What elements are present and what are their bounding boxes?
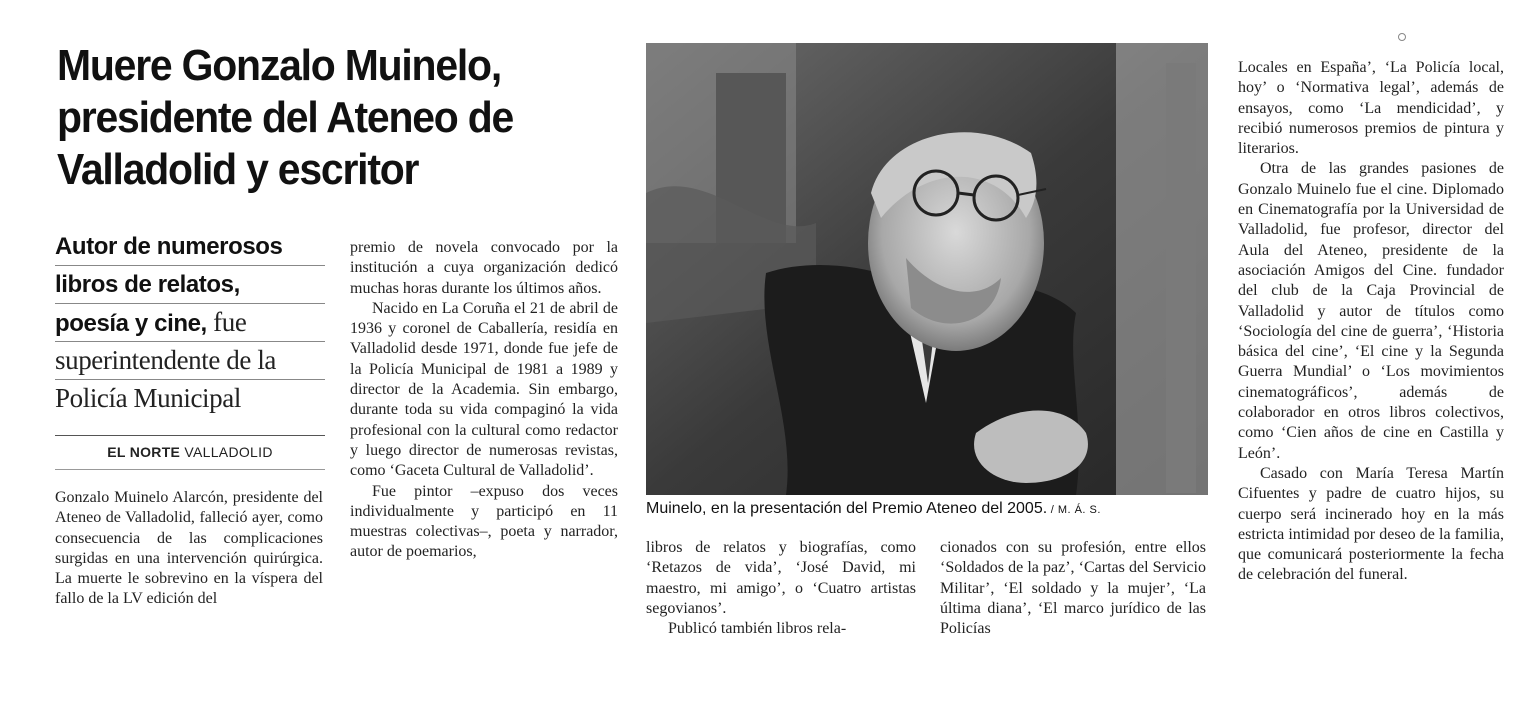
byline bbox=[55, 444, 325, 460]
paragraph: Nacido en La Coruña el 21 de abril de 1936 y coronel de Caballería, residía en Valladolid desde 1971, donde fue jefe de la Policía Municipal de 1981 a 1989 y director de la Academia. Sin embargo, durante toda su vida compaginó la vida profesional con la cultural como redactor y luego director de numerosas revistas, como ‘Gaceta Cultural de Valladolid’. bbox=[350, 299, 618, 480]
byline-bottom-rule bbox=[55, 469, 325, 470]
subheadline bbox=[55, 228, 325, 417]
paragraph: cionados con su profesión, entre ellos ‘Soldados de la paz’, ‘Cartas del Servicio Militar’, ‘El soldado y la mujer’, ‘La última diana’, ‘El marco jurídico de las Policías bbox=[940, 539, 1206, 638]
body-column-4 bbox=[940, 538, 1206, 639]
subheadline-line: superintendente de la bbox=[55, 342, 325, 380]
paragraph: Casado con María Teresa Martín Cifuentes y padre de cuatro hijos, su cuerpo será incinerado hoy en la más estricta intimidad por deseo de la familia, que comunicará posteriormente la fecha de celebración del funeral. bbox=[1238, 464, 1504, 584]
paragraph: Fue pintor –expuso dos veces individualmente y participó en 11 muestras colectivas–, poeta y narrador, autor de poemarios, bbox=[350, 482, 618, 561]
paragraph: Publicó también libros rela- bbox=[668, 620, 847, 638]
body-column-5 bbox=[1238, 58, 1504, 586]
paragraph: Otra de las grandes pasiones de Gonzalo Muinelo fue el cine. Diplomado en Cinematografía por la Universidad de Valladolid, fue profesor, director del Aula del Ateneo, presidente de la asociación Amigos del Cine. fundador del club de la Caja Provincial de Valladolid y autor de títulos como ‘Sociología del cine de guerra’, ‘Historia básica del cine’, ‘El cine y la Segunda Guerra Mundial’ o ‘Los movimientos cinematográficos’, además de colaborador en otros libros colectivos, como ‘Cien años de cine en Castilla y León’. bbox=[1238, 160, 1504, 462]
subheadline-line: Policía Municipal bbox=[55, 383, 241, 413]
photo-caption bbox=[646, 500, 1246, 518]
subheadline-regular: fue bbox=[206, 307, 247, 337]
photo-caption-text: Muinelo, en la presentación del Premio Ateneo del 2005. bbox=[646, 500, 1048, 517]
body-column-2 bbox=[350, 238, 618, 563]
headline: Muere Gonzalo Muinelo, presidente del Ateneo de Valladolid y escritor bbox=[57, 41, 514, 194]
subheadline-line bbox=[55, 304, 325, 342]
byline-top-rule bbox=[55, 435, 325, 436]
photo-credit: / M. Á. S. bbox=[1047, 504, 1101, 516]
portrait-photo-image bbox=[646, 43, 1208, 495]
paragraph: premio de novela convocado por la institución a cuya organización dedicó muchas horas durante los últimos años. bbox=[350, 239, 618, 297]
paragraph: Locales en España’, ‘La Policía local, hoy’ o ‘Normativa legal’, además de ensayos, como ‘La mendicidad’, y recibió numerosos premios de pintura y literarios. bbox=[1238, 59, 1504, 158]
subheadline-bold: poesía y cine, bbox=[55, 310, 207, 337]
paragraph: Gonzalo Muinelo Alarcón, presidente del Ateneo de Valladolid, falleció ayer, como consecuencia de las complicaciones surgidas en una intervención quirúrgica. La muerte le sobrevino en la víspera del fallo de la LV edición del bbox=[55, 489, 323, 608]
body-column-1 bbox=[55, 488, 323, 610]
subheadline-line: Autor de numerosos bbox=[55, 228, 325, 266]
byline-place: VALLADOLID bbox=[180, 444, 273, 460]
portrait-photo bbox=[646, 43, 1208, 495]
paragraph: libros de relatos y biografías, como ‘Retazos de vida’, ‘José David, mi maestro, mi amigo’, o ‘Cuatro artistas segovianos’. bbox=[646, 539, 916, 617]
subheadline-line: libros de relatos, bbox=[55, 266, 325, 304]
byline-source: EL NORTE bbox=[107, 444, 181, 460]
registration-mark bbox=[1398, 33, 1406, 41]
body-column-3 bbox=[646, 538, 916, 639]
